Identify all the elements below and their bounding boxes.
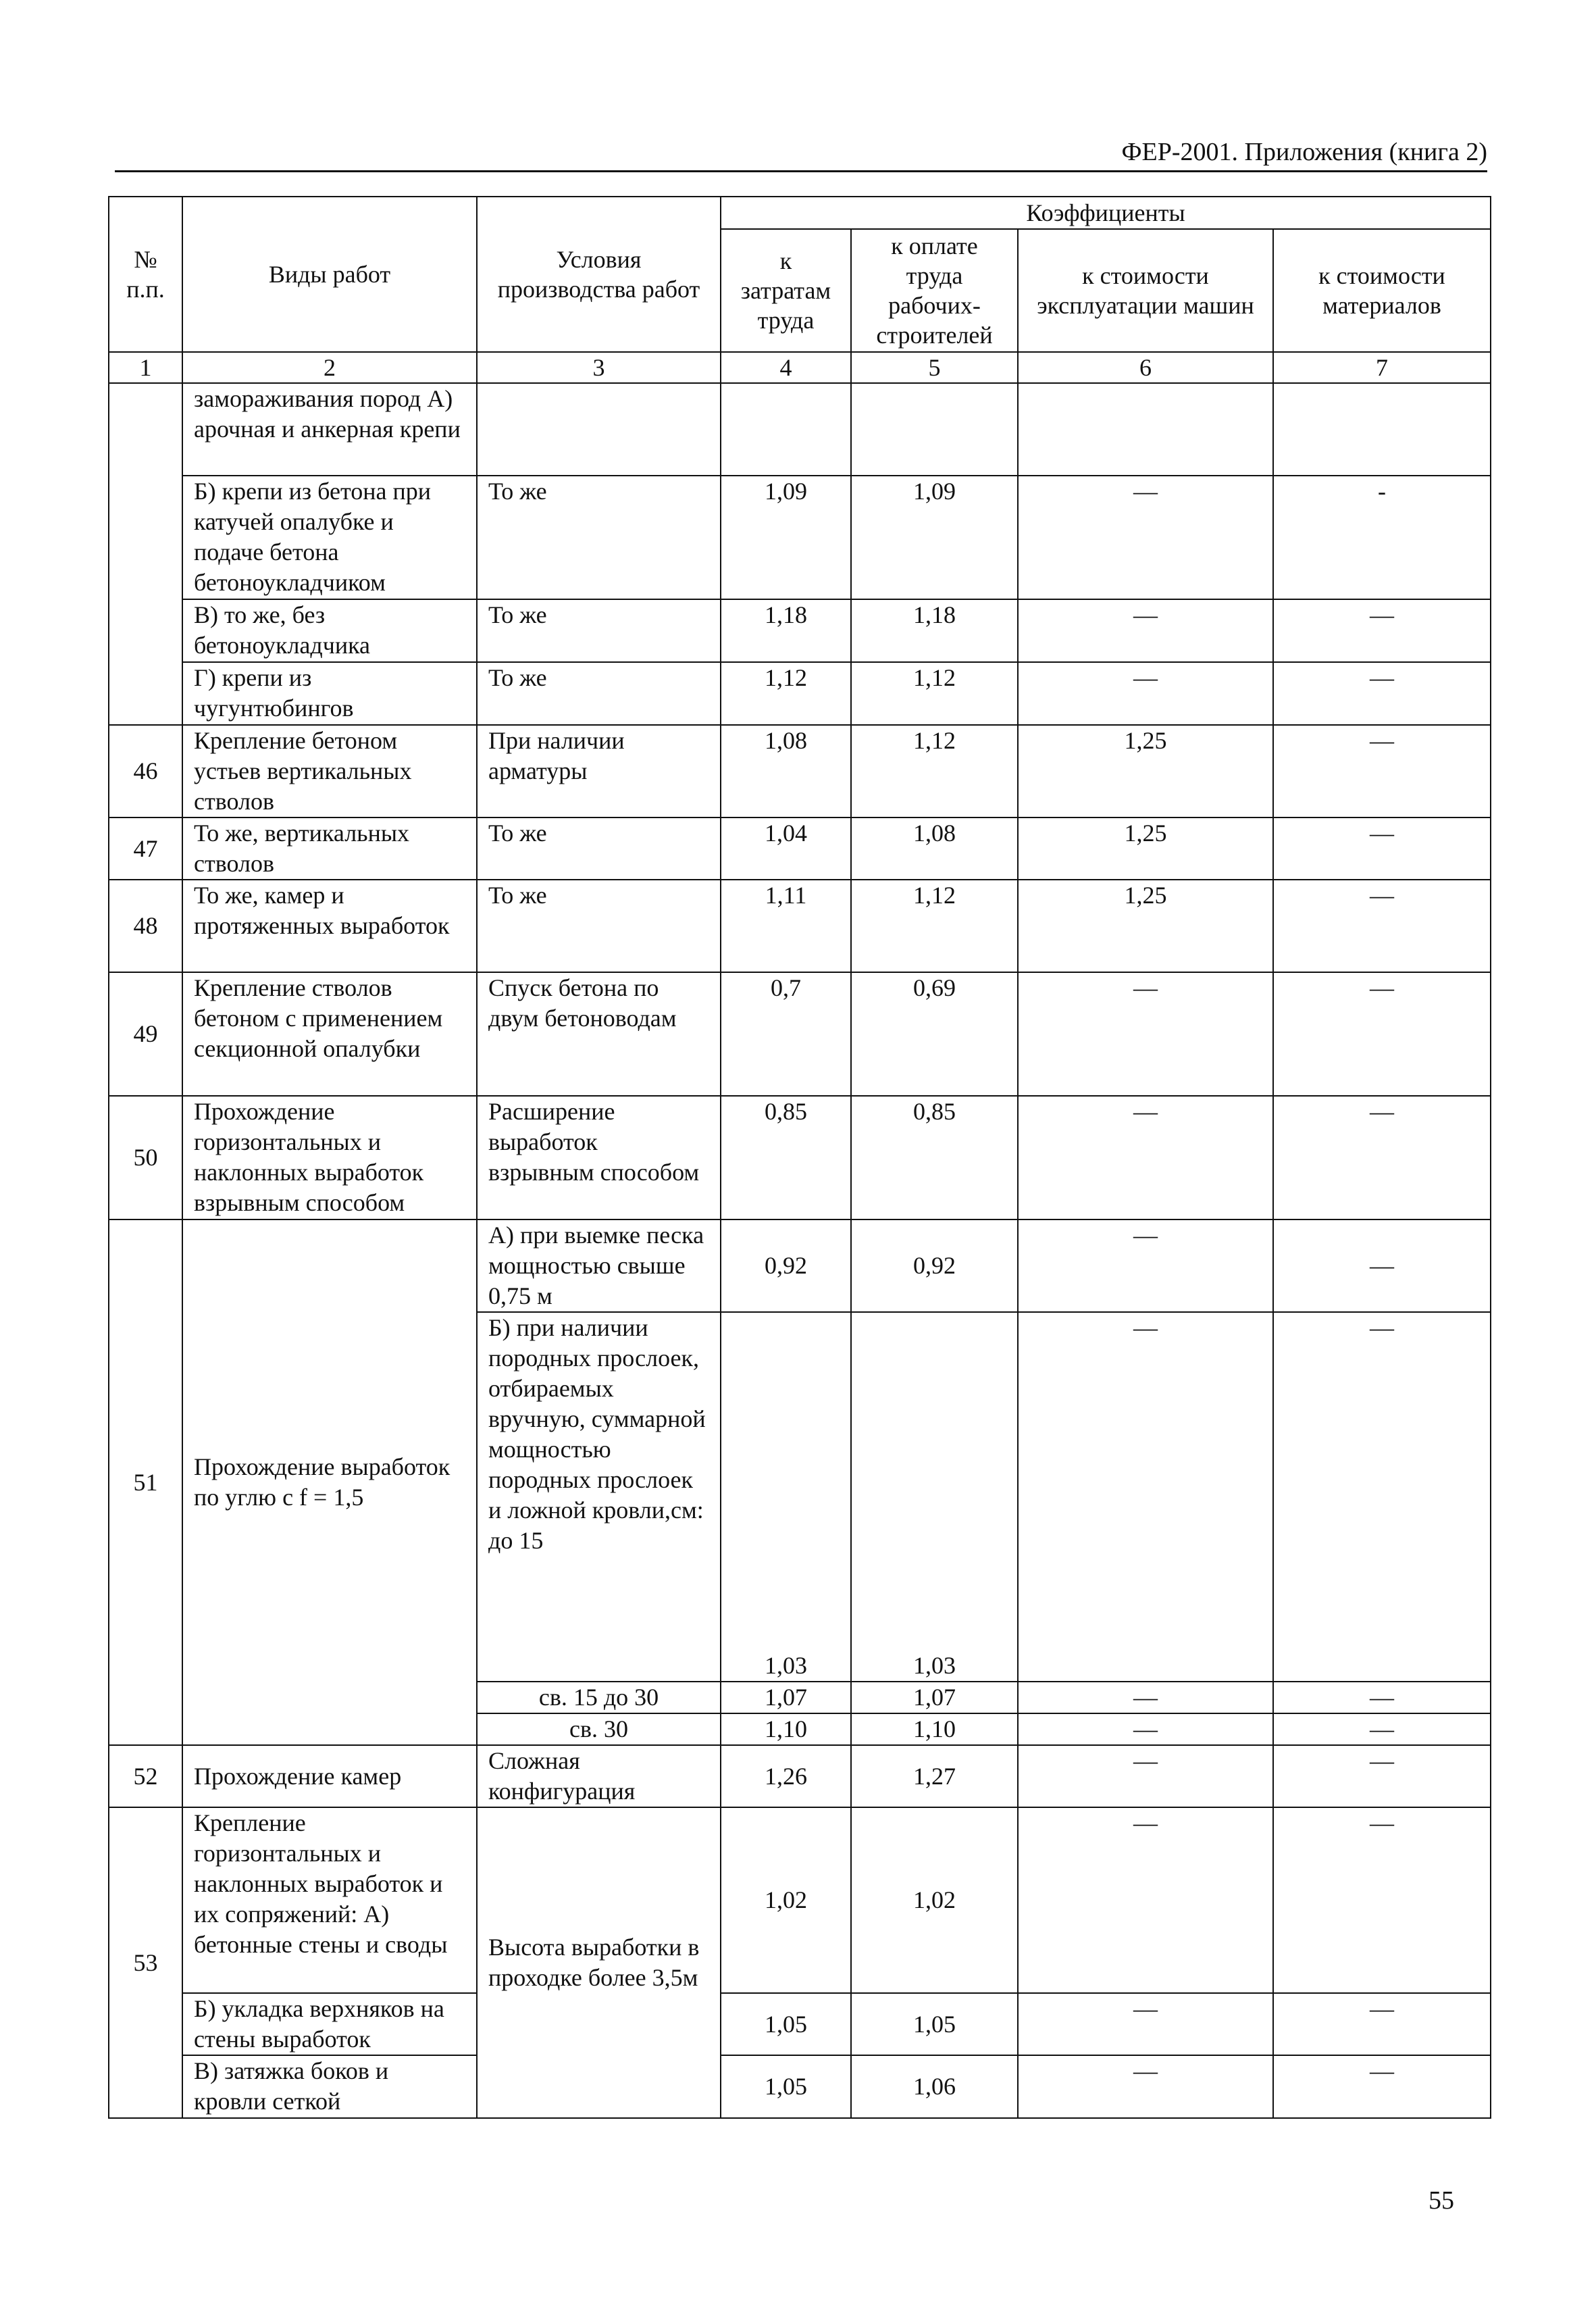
pay-cell: 1,12 — [851, 662, 1018, 725]
materials-cell: — — [1273, 1219, 1491, 1312]
work-cell: Прохождение выработок по углю с f = 1,5 — [182, 1219, 477, 1745]
pay-cell: 0,92 — [851, 1219, 1018, 1312]
table-row — [109, 2055, 1491, 2118]
conditions-cell: Спуск бетона по двум бетоноводам — [477, 972, 721, 1096]
conditions-cell: То же — [477, 476, 721, 599]
conditions-cell: При наличии арматуры — [477, 725, 721, 818]
conditions-cell: св. 30 — [477, 1713, 721, 1745]
table-row — [109, 818, 1491, 880]
labor-cell: 1,03 — [721, 1312, 851, 1682]
conditions-cell: Расширение выработок взрывным способом — [477, 1096, 721, 1219]
work-cell: Крепление стволов бетоном с применением секционной опалубки — [182, 972, 477, 1096]
row-num-cell: 50 — [109, 1096, 182, 1219]
table-row — [109, 476, 1491, 599]
work-cell: В) затяжка боков и кровли сеткой — [182, 2055, 477, 2118]
machines-cell: — — [1018, 476, 1273, 599]
materials-cell: — — [1273, 2055, 1491, 2118]
materials-cell: — — [1273, 1713, 1491, 1745]
labor-cell: 1,04 — [721, 818, 851, 880]
work-cell: Крепление горизонтальных и наклонных выработок и их сопряжений: А) бетонные стены и своды — [182, 1807, 477, 1993]
machines-cell: — — [1018, 1219, 1273, 1312]
materials-cell: — — [1273, 972, 1491, 1096]
labor-cell — [721, 383, 851, 476]
row-num-cell: 51 — [109, 1219, 182, 1745]
pay-cell: 1,27 — [851, 1745, 1018, 1807]
work-cell: То же, камер и протяженных выработок — [182, 880, 477, 972]
row-num-cell: 46 — [109, 725, 182, 818]
materials-cell: — — [1273, 880, 1491, 972]
conditions-cell: св. 15 до 30 — [477, 1682, 721, 1713]
machines-cell: — — [1018, 2055, 1273, 2118]
column-index-4: 4 — [721, 352, 851, 383]
header-worker-pay: к оплате труда рабочих-строителей — [851, 229, 1018, 352]
coefficients-table-container — [108, 196, 1490, 2119]
pay-cell: 0,69 — [851, 972, 1018, 1096]
labor-cell: 0,92 — [721, 1219, 851, 1312]
labor-cell: 1,09 — [721, 476, 851, 599]
materials-cell: — — [1273, 725, 1491, 818]
work-cell: То же, вертикальных стволов — [182, 818, 477, 880]
labor-cell: 1,08 — [721, 725, 851, 818]
table-row — [109, 972, 1491, 1096]
pay-cell: 1,10 — [851, 1713, 1018, 1745]
header-work-type: Виды работ — [182, 197, 477, 352]
machines-cell: — — [1018, 1312, 1273, 1682]
machines-cell: 1,25 — [1018, 725, 1273, 818]
conditions-cell: Высота выработки в проходке более 3,5м — [477, 1807, 721, 2118]
machines-cell — [1018, 383, 1273, 476]
materials-cell: — — [1273, 818, 1491, 880]
work-cell: Б) укладка верхняков на стены выработок — [182, 1993, 477, 2055]
conditions-cell — [477, 383, 721, 476]
table-row — [109, 599, 1491, 662]
pay-cell: 1,02 — [851, 1807, 1018, 1993]
machines-cell: — — [1018, 1682, 1273, 1713]
work-cell: замораживания пород А) арочная и анкерная крепи — [182, 383, 477, 476]
labor-cell: 1,02 — [721, 1807, 851, 1993]
column-index-1: 1 — [109, 352, 182, 383]
materials-cell: — — [1273, 662, 1491, 725]
column-index-5: 5 — [851, 352, 1018, 383]
machines-cell: — — [1018, 599, 1273, 662]
header-num: № п.п. — [109, 197, 182, 352]
pay-cell: 1,09 — [851, 476, 1018, 599]
pay-cell: 1,07 — [851, 1682, 1018, 1713]
table-row — [109, 1219, 1491, 1312]
header-material-cost: к стоимости материалов — [1273, 229, 1491, 352]
pay-cell: 1,12 — [851, 880, 1018, 972]
table-row — [109, 383, 1491, 476]
row-num-cell: 49 — [109, 972, 182, 1096]
column-index-2: 2 — [182, 352, 477, 383]
coefficients-table — [108, 196, 1491, 2119]
conditions-cell: То же — [477, 818, 721, 880]
pay-cell: 1,03 — [851, 1312, 1018, 1682]
header-conditions: Условия производства работ — [477, 197, 721, 352]
table-row — [109, 1807, 1491, 1993]
materials-cell — [1273, 383, 1491, 476]
materials-cell: — — [1273, 1096, 1491, 1219]
materials-cell: — — [1273, 1682, 1491, 1713]
pay-cell: 0,85 — [851, 1096, 1018, 1219]
work-cell: Прохождение камер — [182, 1745, 477, 1807]
labor-cell: 1,18 — [721, 599, 851, 662]
labor-cell: 0,7 — [721, 972, 851, 1096]
machines-cell: — — [1018, 1713, 1273, 1745]
row-num-cell: 48 — [109, 880, 182, 972]
conditions-cell: То же — [477, 880, 721, 972]
machines-cell: 1,25 — [1018, 880, 1273, 972]
work-cell: Г) крепи из чугунтюбингов — [182, 662, 477, 725]
header-labor-costs: к затратам труда — [721, 229, 851, 352]
machines-cell: — — [1018, 972, 1273, 1096]
machines-cell: 1,25 — [1018, 818, 1273, 880]
labor-cell: 1,07 — [721, 1682, 851, 1713]
materials-cell: — — [1273, 1993, 1491, 2055]
pay-cell — [851, 383, 1018, 476]
work-cell: Прохождение горизонтальных и наклонных выработок взрывным способом — [182, 1096, 477, 1219]
machines-cell: — — [1018, 1096, 1273, 1219]
conditions-cell: То же — [477, 662, 721, 725]
materials-cell: - — [1273, 476, 1491, 599]
table-row — [109, 725, 1491, 818]
row-num-cell — [109, 383, 182, 725]
work-cell: Б) крепи из бетона при катучей опалубке и подаче бетона бетоноукладчиком — [182, 476, 477, 599]
machines-cell: — — [1018, 1807, 1273, 1993]
table-row — [109, 1993, 1491, 2055]
column-index-7: 7 — [1273, 352, 1491, 383]
header-coefficients: Коэффициенты — [721, 197, 1491, 229]
pay-cell: 1,12 — [851, 725, 1018, 818]
labor-cell: 1,10 — [721, 1713, 851, 1745]
table-row — [109, 1096, 1491, 1219]
pay-cell: 1,08 — [851, 818, 1018, 880]
labor-cell: 1,12 — [721, 662, 851, 725]
pay-cell: 1,05 — [851, 1993, 1018, 2055]
machines-cell: — — [1018, 662, 1273, 725]
column-index-6: 6 — [1018, 352, 1273, 383]
row-num-cell: 52 — [109, 1745, 182, 1807]
conditions-cell: А) при выемке песка мощностью свыше 0,75 м — [477, 1219, 721, 1312]
materials-cell: — — [1273, 599, 1491, 662]
work-cell: В) то же, без бетоноукладчика — [182, 599, 477, 662]
row-num-cell: 47 — [109, 818, 182, 880]
pay-cell: 1,06 — [851, 2055, 1018, 2118]
machines-cell: — — [1018, 1993, 1273, 2055]
page-number: 55 — [1428, 2186, 1454, 2215]
conditions-cell: Б) при наличии породных прослоек, отбираемых вручную, суммарной мощностью породных прослоек и ложной кровли,см: до 15 — [477, 1312, 721, 1682]
materials-cell: — — [1273, 1807, 1491, 1993]
conditions-cell: Сложная конфигурация — [477, 1745, 721, 1807]
header-rule — [115, 170, 1487, 172]
labor-cell: 1,05 — [721, 1993, 851, 2055]
labor-cell: 1,26 — [721, 1745, 851, 1807]
table-row — [109, 662, 1491, 725]
column-index-3: 3 — [477, 352, 721, 383]
table-row — [109, 1745, 1491, 1807]
header-machine-cost: к стоимости эксплуатации машин — [1018, 229, 1273, 352]
row-num-cell: 53 — [109, 1807, 182, 2118]
materials-cell: — — [1273, 1312, 1491, 1682]
table-row — [109, 880, 1491, 972]
work-cell: Крепление бетоном устьев вертикальных стволов — [182, 725, 477, 818]
labor-cell: 1,05 — [721, 2055, 851, 2118]
labor-cell: 1,11 — [721, 880, 851, 972]
conditions-cell: То же — [477, 599, 721, 662]
materials-cell: — — [1273, 1745, 1491, 1807]
page-header: ФЕР-2001. Приложения (книга 2) — [1121, 138, 1487, 166]
labor-cell: 0,85 — [721, 1096, 851, 1219]
pay-cell: 1,18 — [851, 599, 1018, 662]
machines-cell: — — [1018, 1745, 1273, 1807]
